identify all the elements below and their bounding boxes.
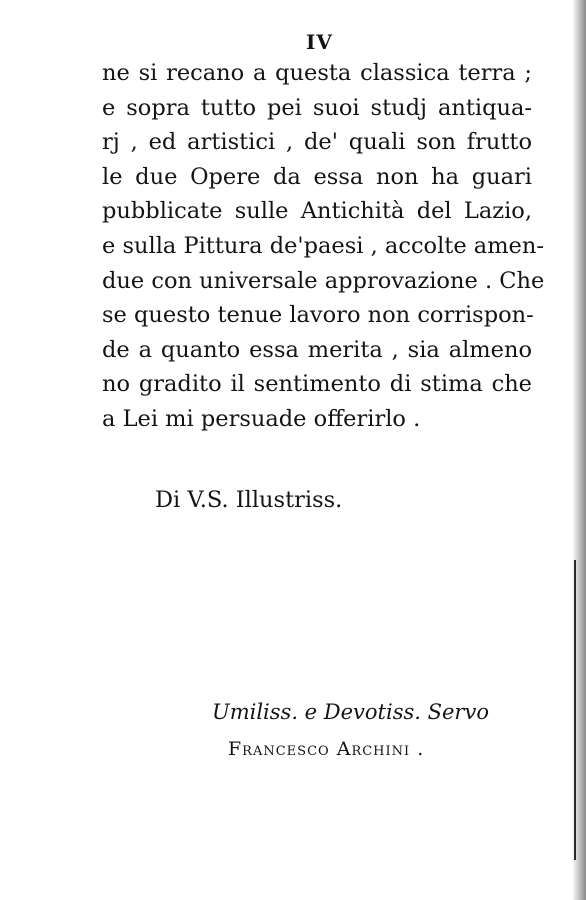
salutation: Di V.S. Illustriss. (155, 487, 343, 513)
text-line: ne si recano a questa classica terra ; (102, 60, 532, 86)
text-line: e sulla Pittura de'paesi , accolte amen- (102, 232, 544, 259)
text-line: e sopra tutto pei suoi studj antiqua- (102, 94, 532, 121)
page-number: IV (306, 30, 333, 54)
body-paragraph (102, 56, 545, 437)
author-name: Francesco Archini . (228, 738, 425, 760)
text-line: a Lei mi persuade offerirlo . (102, 405, 421, 432)
text-line: se questo tenue lavoro non corrispon- (102, 302, 534, 329)
text-line: pubblicate sulle Antichità del Lazio, (102, 198, 532, 225)
text-line: no gradito il sentimento di stima che (102, 371, 532, 398)
page-edge-line (574, 560, 576, 860)
text-line: due con universale approvazione . Che (102, 267, 545, 294)
text-line: rj , ed artistici , de' quali son frutto (102, 129, 532, 156)
sign-off: Umiliss. e Devotiss. Servo (212, 700, 489, 724)
text-line: le due Opere da essa non ha guari (102, 163, 532, 190)
text-line: de a quanto essa merita , sia almeno (102, 336, 532, 363)
